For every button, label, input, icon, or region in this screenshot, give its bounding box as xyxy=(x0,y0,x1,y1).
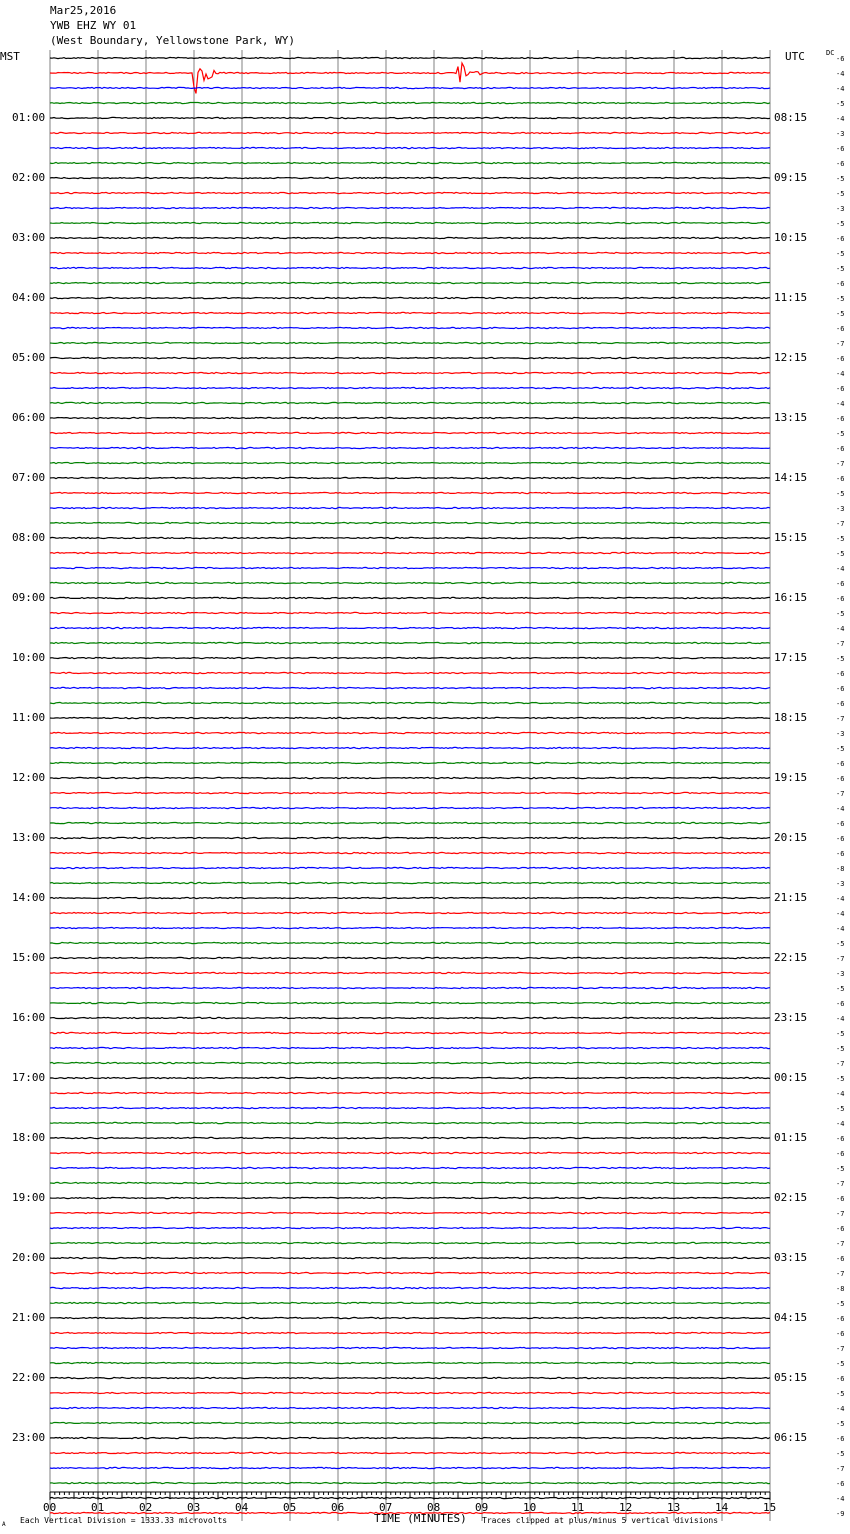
trace-offset-label: -5 xyxy=(836,1030,845,1038)
trace-line xyxy=(50,492,770,493)
trace-offset-label: -7 xyxy=(836,715,845,723)
trace-line xyxy=(50,447,770,448)
trace-offset-label: -6 xyxy=(836,595,845,603)
trace-offset-label: -4 xyxy=(836,565,845,573)
trace-offset-label: -4 xyxy=(836,70,845,78)
trace-line xyxy=(50,1167,770,1168)
trace-offset-label: -5 xyxy=(836,295,845,303)
trace-offset-label: -4 xyxy=(836,115,845,123)
trace-offset-label: -6 xyxy=(836,1255,845,1263)
x-tick-label: 11 xyxy=(571,1501,585,1514)
trace-offset-label: -5 xyxy=(836,655,845,663)
trace-line xyxy=(50,1287,770,1288)
trace-offset-label: -4 xyxy=(836,1090,845,1098)
trace-line xyxy=(50,117,770,118)
trace-line xyxy=(50,57,770,58)
trace-line xyxy=(50,822,770,823)
right-timezone-label: UTC xyxy=(785,50,805,63)
trace-line xyxy=(50,912,770,913)
trace-offset-label: -4 xyxy=(836,1405,845,1413)
trace-offset-label: -6 xyxy=(836,55,845,63)
hour-label-mst: 12:00 xyxy=(12,771,46,784)
trace-line xyxy=(50,342,770,343)
trace-line xyxy=(50,702,770,703)
trace-offset-label: -7 xyxy=(836,1210,845,1218)
trace-offset-label: -6 xyxy=(836,1315,845,1323)
x-tick-label: 05 xyxy=(283,1501,297,1514)
trace-offset-label: -3 xyxy=(836,130,845,138)
x-tick-label: 07 xyxy=(379,1501,393,1514)
trace-offset-label: -3 xyxy=(836,205,845,213)
trace-line xyxy=(50,1197,770,1198)
trace-offset-label: -7 xyxy=(836,1180,845,1188)
trace-line xyxy=(50,852,770,853)
trace-offset-label: -5 xyxy=(836,1300,845,1308)
trace-offset-label: -6 xyxy=(836,775,845,783)
trace-offset-label: -5 xyxy=(836,550,845,558)
trace-offset-label: -6 xyxy=(836,1480,845,1488)
hour-label-mst: 23:00 xyxy=(12,1431,46,1444)
hour-label-utc: 01:15 xyxy=(774,1131,808,1144)
trace-offset-label: -5 xyxy=(836,1420,845,1428)
hour-label-utc: 19:15 xyxy=(774,771,808,784)
hour-label-utc: 21:15 xyxy=(774,891,808,904)
trace-offset-label: -7 xyxy=(836,640,845,648)
trace-offset-label: -6 xyxy=(836,385,845,393)
x-tick-label: 01 xyxy=(91,1501,105,1514)
trace-offset-label: -7 xyxy=(836,520,845,528)
trace-offset-label: -7 xyxy=(836,1270,845,1278)
hour-label-utc: 12:15 xyxy=(774,351,808,364)
hour-label-utc: 13:15 xyxy=(774,411,808,424)
trace-offset-label: -5 xyxy=(836,940,845,948)
trace-offset-label: -7 xyxy=(836,955,845,963)
trace-offset-label: -6 xyxy=(836,1225,845,1233)
hour-label-mst: 02:00 xyxy=(12,171,46,184)
hour-label-mst: 01:00 xyxy=(12,111,46,124)
trace-offset-label: -6 xyxy=(836,1330,845,1338)
trace-offset-label: -6 xyxy=(836,850,845,858)
x-tick-label: 04 xyxy=(235,1501,249,1514)
trace-line xyxy=(50,462,770,463)
trace-offset-label: -7 xyxy=(836,1060,845,1068)
trace-offset-label: -5 xyxy=(836,745,845,753)
trace-offset-label: -7 xyxy=(836,790,845,798)
x-tick-label: 12 xyxy=(619,1501,633,1514)
trace-line xyxy=(50,717,770,718)
trace-offset-label: -5 xyxy=(836,1045,845,1053)
trace-offset-label: -6 xyxy=(836,1150,845,1158)
trace-line xyxy=(50,192,770,193)
trace-offset-label: -6 xyxy=(836,1000,845,1008)
trace-line xyxy=(50,882,770,883)
x-tick-label: 03 xyxy=(187,1501,201,1514)
trace-offset-label: -5 xyxy=(836,1165,845,1173)
x-axis-title: TIME (MINUTES) xyxy=(374,1512,467,1525)
trace-offset-label: -3 xyxy=(836,505,845,513)
trace-line xyxy=(50,1407,770,1408)
trace-line xyxy=(50,327,770,328)
trace-line xyxy=(50,942,770,943)
trace-line xyxy=(50,1257,770,1258)
trace-offset-label: -6 xyxy=(836,700,845,708)
x-tick-label: 00 xyxy=(43,1501,57,1514)
scale-note: Each Vertical Division = 1333.33 microvolts xyxy=(20,1516,228,1525)
hour-label-utc: 18:15 xyxy=(774,711,808,724)
hour-label-utc: 15:15 xyxy=(774,531,808,544)
trace-offset-label: -6 xyxy=(836,415,845,423)
trace-offset-label: -6 xyxy=(836,235,845,243)
trace-offset-label: -3 xyxy=(836,730,845,738)
trace-offset-label: -5 xyxy=(836,1105,845,1113)
trace-line xyxy=(50,1212,770,1213)
trace-line xyxy=(50,417,770,418)
hour-label-mst: 07:00 xyxy=(12,471,46,484)
hour-label-utc: 17:15 xyxy=(774,651,808,664)
trace-offset-label: -4 xyxy=(836,805,845,813)
trace-line xyxy=(50,102,770,103)
trace-line xyxy=(50,1272,770,1273)
trace-line xyxy=(50,567,770,568)
hour-label-mst: 06:00 xyxy=(12,411,46,424)
trace-offset-label: -5 xyxy=(836,985,845,993)
trace-line xyxy=(50,477,770,478)
x-tick-label: 14 xyxy=(715,1501,729,1514)
trace-line xyxy=(50,687,770,688)
x-tick-label: 09 xyxy=(475,1501,489,1514)
trace-line xyxy=(50,642,770,643)
trace-line xyxy=(50,402,770,403)
trace-offset-label: -6 xyxy=(836,1435,845,1443)
trace-offset-label: -6 xyxy=(836,355,845,363)
header-location: (West Boundary, Yellowstone Park, WY) xyxy=(50,34,296,47)
trace-line xyxy=(50,1482,770,1483)
trace-offset-label: -6 xyxy=(836,325,845,333)
trace-line xyxy=(50,162,770,163)
trace-line xyxy=(50,1092,770,1093)
trace-line xyxy=(50,837,770,838)
trace-line xyxy=(50,177,770,178)
hour-label-utc: 06:15 xyxy=(774,1431,808,1444)
trace-offset-label: -5 xyxy=(836,175,845,183)
trace-offset-label: -4 xyxy=(836,910,845,918)
trace-offset-label: -4 xyxy=(836,925,845,933)
trace-line xyxy=(50,1347,770,1348)
grid-layer xyxy=(50,50,770,1521)
trace-line xyxy=(50,597,770,598)
hour-label-mst: 21:00 xyxy=(12,1311,46,1324)
trace-line xyxy=(50,387,770,388)
trace-line xyxy=(50,762,770,763)
trace-line xyxy=(50,1122,770,1123)
trace-line xyxy=(50,132,770,133)
hour-label-utc: 05:15 xyxy=(774,1371,808,1384)
trace-line xyxy=(50,267,770,268)
trace-offset-label: -7 xyxy=(836,1465,845,1473)
hour-label-utc: 04:15 xyxy=(774,1311,808,1324)
trace-offset-label: -6 xyxy=(836,685,845,693)
hour-label-utc: 23:15 xyxy=(774,1011,808,1024)
trace-offset-label: -3 xyxy=(836,970,845,978)
hour-label-mst: 15:00 xyxy=(12,951,46,964)
x-tick-label: 13 xyxy=(667,1501,681,1514)
trace-offset-label: -6 xyxy=(836,820,845,828)
trace-offset-label: -6 xyxy=(836,580,845,588)
trace-line xyxy=(50,1047,770,1048)
trace-offset-label: -4 xyxy=(836,1495,845,1503)
trace-line xyxy=(50,732,770,733)
hour-label-mst: 19:00 xyxy=(12,1191,46,1204)
trace-line xyxy=(50,507,770,508)
trace-offset-label: -6 xyxy=(836,670,845,678)
x-tick-label: 10 xyxy=(523,1501,537,1514)
hour-label-mst: 10:00 xyxy=(12,651,46,664)
trace-offset-label: -5 xyxy=(836,310,845,318)
trace-offset-label: -5 xyxy=(836,100,845,108)
hour-label-utc: 00:15 xyxy=(774,1071,808,1084)
x-tick-label: 15 xyxy=(763,1501,777,1514)
trace-line xyxy=(50,1377,770,1378)
trace-line xyxy=(50,792,770,793)
trace-line xyxy=(50,1062,770,1063)
trace-line xyxy=(50,1137,770,1138)
trace-line xyxy=(50,897,770,898)
trace-line xyxy=(50,1317,770,1318)
trace-line xyxy=(50,627,770,628)
trace-offset-label: -6 xyxy=(836,1195,845,1203)
x-tick-label: 06 xyxy=(331,1501,345,1514)
trace-offset-label: -6 xyxy=(836,1375,845,1383)
trace-line xyxy=(50,432,770,433)
trace-offset-label: -5 xyxy=(836,430,845,438)
trace-offset-label: -5 xyxy=(836,1390,845,1398)
trace-offset-label: -5 xyxy=(836,1450,845,1458)
hour-label-mst: 13:00 xyxy=(12,831,46,844)
hour-label-utc: 14:15 xyxy=(774,471,808,484)
trace-offset-label: -7 xyxy=(836,340,845,348)
hour-label-mst: 18:00 xyxy=(12,1131,46,1144)
trace-offset-label: -6 xyxy=(836,835,845,843)
hour-label-utc: 20:15 xyxy=(774,831,808,844)
x-tick-label: 08 xyxy=(427,1501,441,1514)
trace-line xyxy=(50,1107,770,1108)
left-timezone-label: MST xyxy=(0,50,20,63)
trace-line xyxy=(50,972,770,973)
trace-line xyxy=(50,1017,770,1018)
trace-line xyxy=(50,927,770,928)
hour-label-utc: 08:15 xyxy=(774,111,808,124)
trace-offset-label: -7 xyxy=(836,1240,845,1248)
trace-line xyxy=(50,87,770,88)
trace-line xyxy=(50,282,770,283)
trace-offset-label: -5 xyxy=(836,610,845,618)
trace-offset-label: -5 xyxy=(836,1075,845,1083)
trace-offset-label: -4 xyxy=(836,1120,845,1128)
hour-label-utc: 03:15 xyxy=(774,1251,808,1264)
trace-line xyxy=(50,777,770,778)
trace-line xyxy=(50,987,770,988)
trace-offset-label: -6 xyxy=(836,760,845,768)
trace-offset-label: -6 xyxy=(836,475,845,483)
trace-line xyxy=(50,222,770,223)
trace-offset-label: -5 xyxy=(836,490,845,498)
hour-label-mst: 04:00 xyxy=(12,291,46,304)
header-date: Mar25,2016 xyxy=(50,4,117,17)
trace-offset-label: -4 xyxy=(836,895,845,903)
dc-label: DC xyxy=(826,49,835,57)
trace-offset-label: -5 xyxy=(836,265,845,273)
trace-line xyxy=(50,522,770,523)
corner-mark: A xyxy=(2,1521,6,1528)
trace-line xyxy=(50,957,770,958)
trace-offset-label: -3 xyxy=(836,880,845,888)
trace-offset-label: -4 xyxy=(836,85,845,93)
trace-offset-label: -5 xyxy=(836,1360,845,1368)
hour-label-utc: 16:15 xyxy=(774,591,808,604)
hour-label-utc: 11:15 xyxy=(774,291,808,304)
trace-line xyxy=(50,1362,770,1363)
hour-label-mst: 14:00 xyxy=(12,891,46,904)
trace-line xyxy=(50,1437,770,1438)
trace-offset-label: -6 xyxy=(836,160,845,168)
hour-label-utc: 22:15 xyxy=(774,951,808,964)
trace-line xyxy=(50,1452,770,1453)
hour-label-mst: 09:00 xyxy=(12,591,46,604)
trace-line xyxy=(50,1242,770,1243)
hour-label-mst: 20:00 xyxy=(12,1251,46,1264)
trace-offset-label: -4 xyxy=(836,400,845,408)
trace-line xyxy=(50,357,770,358)
trace-offset-label: -7 xyxy=(836,460,845,468)
trace-offset-label: -5 xyxy=(836,190,845,198)
hour-label-utc: 09:15 xyxy=(774,171,808,184)
trace-line xyxy=(50,1227,770,1228)
trace-offset-label: -5 xyxy=(836,220,845,228)
trace-line xyxy=(50,1002,770,1003)
trace-line xyxy=(50,252,770,253)
trace-offset-label: -7 xyxy=(836,1345,845,1353)
hour-label-mst: 11:00 xyxy=(12,711,46,724)
trace-line xyxy=(50,537,770,538)
trace-offset-label: -4 xyxy=(836,370,845,378)
hour-label-utc: 10:15 xyxy=(774,231,808,244)
x-tick-label: 02 xyxy=(139,1501,153,1514)
trace-offset-label: -9 xyxy=(836,1510,845,1518)
trace-line xyxy=(50,1467,770,1468)
trace-offset-label: -4 xyxy=(836,1015,845,1023)
hour-label-mst: 05:00 xyxy=(12,351,46,364)
trace-line xyxy=(50,147,770,148)
trace-line xyxy=(50,237,770,238)
trace-line xyxy=(50,657,770,658)
trace-line xyxy=(50,1422,770,1423)
trace-line xyxy=(50,807,770,808)
trace-offset-label: -6 xyxy=(836,1135,845,1143)
trace-line xyxy=(50,552,770,553)
trace-line xyxy=(50,747,770,748)
trace-line xyxy=(50,1077,770,1078)
trace-line xyxy=(50,312,770,313)
hour-label-mst: 22:00 xyxy=(12,1371,46,1384)
hour-label-utc: 02:15 xyxy=(774,1191,808,1204)
trace-line xyxy=(50,1032,770,1033)
trace-line xyxy=(50,1332,770,1333)
trace-line xyxy=(50,582,770,583)
trace-line xyxy=(50,1182,770,1183)
trace-line xyxy=(50,1152,770,1153)
trace-line xyxy=(50,1392,770,1393)
trace-offset-label: -6 xyxy=(836,280,845,288)
trace-offset-label: -6 xyxy=(836,145,845,153)
trace-offset-label: -8 xyxy=(836,1285,845,1293)
trace-line xyxy=(50,297,770,298)
hour-label-mst: 03:00 xyxy=(12,231,46,244)
trace-offset-label: -4 xyxy=(836,625,845,633)
trace-offset-label: -8 xyxy=(836,865,845,873)
trace-layer xyxy=(50,57,770,1513)
trace-line xyxy=(50,612,770,613)
clip-note: Traces clipped at plus/minus 5 vertical divisions xyxy=(482,1516,719,1525)
trace-offset-label: -5 xyxy=(836,535,845,543)
trace-line xyxy=(50,1302,770,1303)
trace-offset-label: -6 xyxy=(836,445,845,453)
trace-line xyxy=(50,372,770,373)
hour-label-mst: 17:00 xyxy=(12,1071,46,1084)
trace-line xyxy=(50,207,770,208)
trace-line xyxy=(50,867,770,868)
trace-line xyxy=(50,672,770,673)
trace-offset-label: -5 xyxy=(836,250,845,258)
header-station: YWB EHZ WY 01 xyxy=(50,19,137,32)
hour-label-mst: 16:00 xyxy=(12,1011,46,1024)
hour-label-mst: 08:00 xyxy=(12,531,46,544)
